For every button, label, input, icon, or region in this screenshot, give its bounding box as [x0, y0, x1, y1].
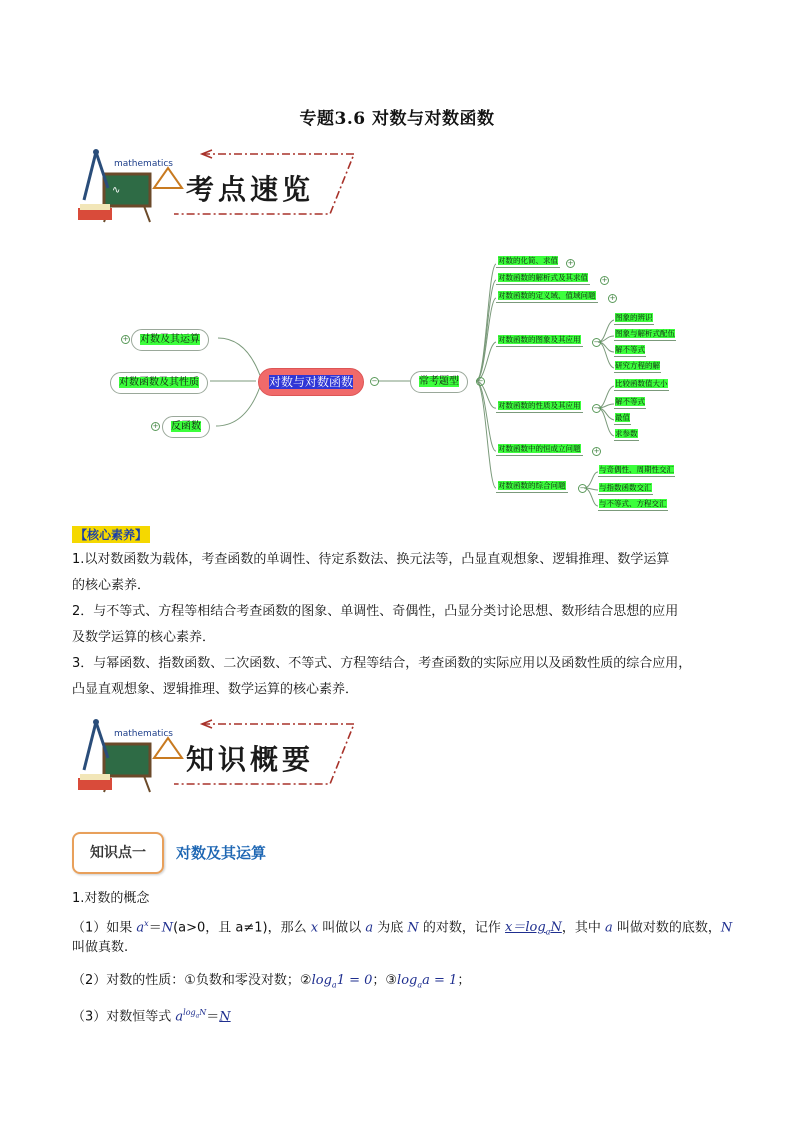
- section-banner-knowledge: [74, 718, 364, 798]
- svg-text:∿: ∿: [112, 185, 121, 196]
- art-label: mathematics: [114, 729, 174, 739]
- mindmap-right-item: 对数函数的性质及其应用: [496, 400, 583, 413]
- collapse-icon[interactable]: −: [477, 377, 484, 385]
- expand-icon[interactable]: +: [567, 259, 574, 267]
- mindmap-right-item: 对数函数的解析式及其求值: [496, 272, 590, 285]
- mathematics-illustration-icon: [74, 718, 194, 798]
- banner-title: 知识概要: [186, 743, 315, 776]
- mindmap-sub-item: 与不等式、方程交汇: [598, 498, 668, 511]
- mindmap-right-item: 对数函数中的恒成立问题: [496, 443, 583, 456]
- concept-heading: 1.对数的概念: [72, 891, 150, 906]
- mindmap-right-item: 对数函数的图象及其应用: [496, 334, 583, 347]
- expand-icon[interactable]: +: [152, 422, 159, 430]
- mathematics-illustration-icon: [74, 148, 194, 228]
- mindmap-sub-item: 求参数: [614, 428, 639, 441]
- mindmap-sub-item: 解不等式: [614, 344, 646, 357]
- mindmap-sub-item: 图象的辨识: [614, 312, 654, 325]
- core-label: 【核心素养】: [72, 526, 150, 543]
- core-line: 的核心素养．: [72, 578, 151, 593]
- mind-map: [0, 246, 794, 516]
- core-paragraph: [72, 547, 732, 703]
- core-line: 3．与幂函数、指数函数、二次函数、不等式、方程等结合，考查函数的实际应用以及函数性质的综合应用，: [72, 656, 692, 671]
- log-properties: （2）对数的性质：①负数和零没对数；$②\log_a1 = 0$；$③\log_aa = 1$；: [72, 973, 471, 990]
- core-line: 凸显直观想象、逻辑推理、数学运算的核心素养．: [72, 682, 359, 697]
- mindmap-sub-item: 与奇偶性、周期性交汇: [598, 464, 675, 477]
- concept-definition-wrap: 叫做真数.: [72, 940, 129, 955]
- art-label: mathematics: [114, 159, 174, 169]
- mindmap-right-item: 对数函数的综合问题: [496, 480, 568, 493]
- mindmap-sub-item: 比较函数值大小: [614, 378, 669, 391]
- section-banner-overview: [74, 148, 364, 228]
- mindmap-right-item: 对数函数的定义域、值域问题: [496, 290, 598, 303]
- mindmap-sub-item: 图象与解析式配伍: [614, 328, 676, 341]
- mindmap-left-node: 反函数: [162, 416, 210, 438]
- log-identity: （3）对数恒等式 $a^{log_aN}=N$: [72, 1008, 231, 1025]
- mindmap-sub-item: 与指数函数交汇: [598, 482, 653, 495]
- mindmap-hub-node: 常考题型: [410, 371, 468, 393]
- core-line: 2．与不等式、方程等相结合考查函数的图象、单调性、奇偶性，凸显分类讨论思想、数形结合思想的应用: [72, 604, 679, 619]
- expand-icon[interactable]: +: [593, 447, 600, 455]
- mindmap-sub-item: 研究方程的解: [614, 360, 661, 373]
- expand-icon[interactable]: +: [122, 335, 129, 343]
- mindmap-left-node: 对数及其运算: [131, 329, 209, 351]
- collapse-icon[interactable]: −: [579, 484, 586, 492]
- mindmap-center-node: 对数与对数函数: [258, 368, 364, 396]
- concept-definition: （1）如果 $a^x=N(a>0$，且 a≠1)，那么 x 叫做以 a 为底 N 的对数，记作 $x=\log_aN$，其中 a 叫做对数的底数，N: [72, 919, 733, 937]
- log-formula: $x=\log_aN$: [505, 920, 562, 937]
- page-title: 专题3.6 对数与对数函数: [299, 109, 495, 129]
- core-line: 1.以对数函数为载体，考查函数的单调性、待定系数法、换元法等，凸显直观想象、逻辑推理、数学运算: [72, 552, 670, 567]
- collapse-icon[interactable]: −: [593, 404, 600, 412]
- mindmap-sub-item: 最值: [614, 412, 631, 425]
- mindmap-sub-item: 解不等式: [614, 396, 646, 409]
- collapse-icon[interactable]: −: [593, 338, 600, 346]
- banner-title: 考点速览: [186, 173, 315, 206]
- expand-icon[interactable]: +: [609, 294, 616, 302]
- collapse-icon[interactable]: −: [371, 377, 378, 385]
- mindmap-right-item: 对数的化简、求值: [496, 255, 560, 268]
- knowledge-point-badge: 知识点一: [72, 832, 164, 874]
- expand-icon[interactable]: +: [601, 276, 608, 284]
- knowledge-point-title: 对数及其运算: [176, 844, 267, 862]
- mindmap-left-node: 对数函数及其性质: [110, 372, 208, 394]
- core-line: 及数学运算的核心素养．: [72, 630, 216, 645]
